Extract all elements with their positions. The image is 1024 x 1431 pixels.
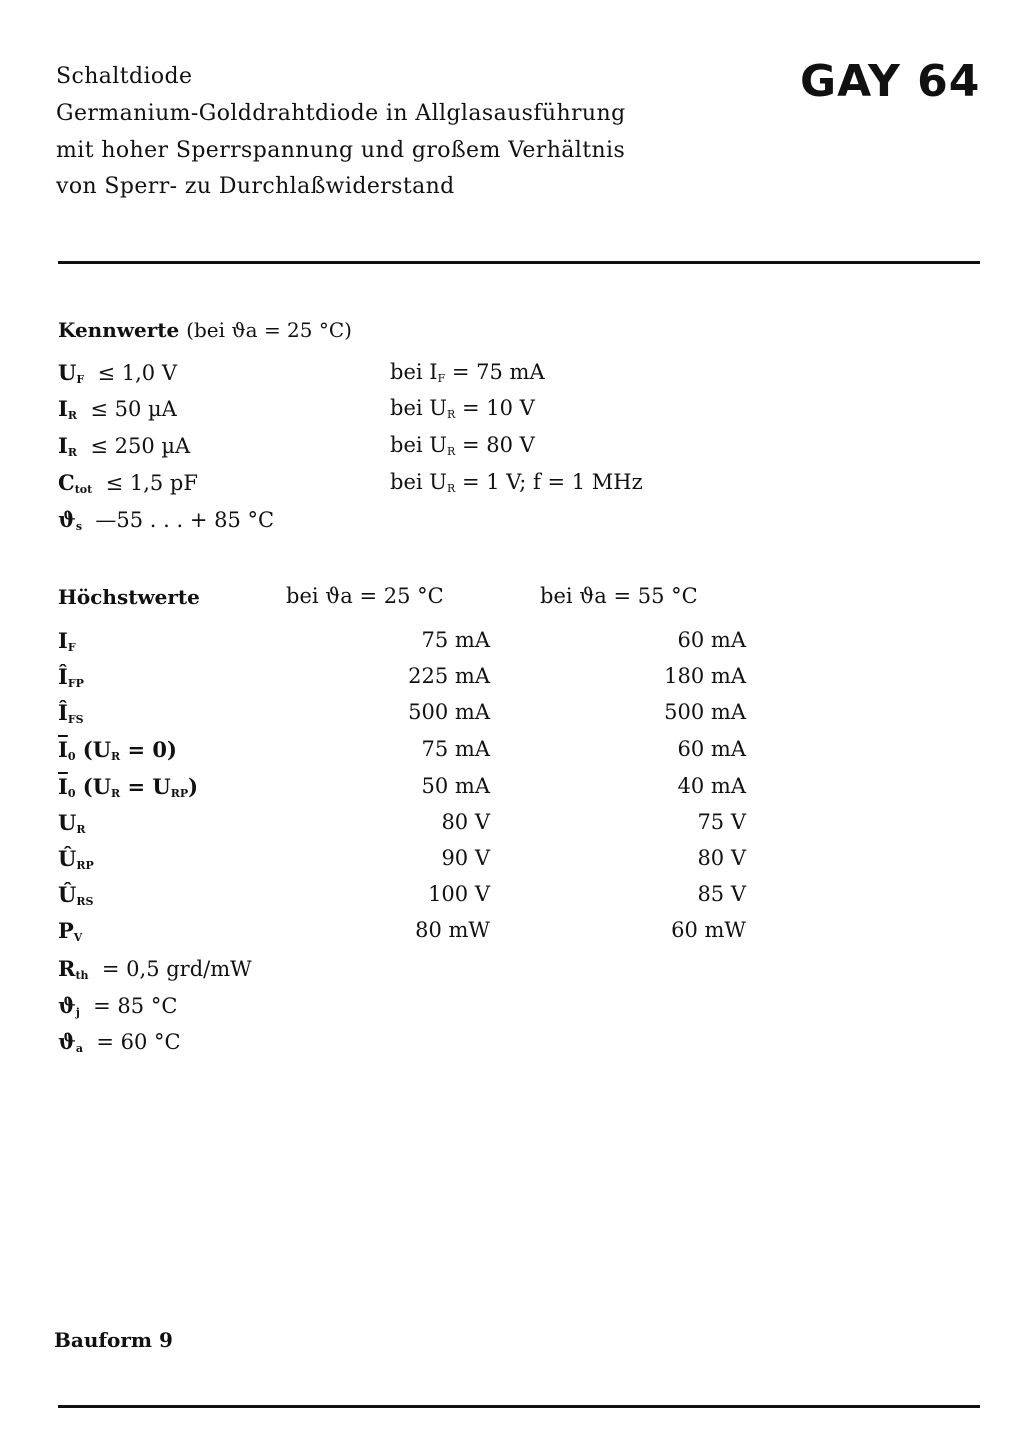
rating-letter: P — [58, 918, 74, 943]
rating-value-55c: 60 mA — [677, 628, 746, 652]
parameter-symbol — [58, 360, 84, 385]
rating-condition-tail: = 0) — [120, 737, 177, 762]
parameter-symbol-sub: tot — [74, 483, 93, 496]
condition-sub: R — [446, 482, 456, 495]
hoechstwerte-row — [58, 737, 177, 763]
rating-value-55c: 75 V — [697, 810, 746, 834]
thermal-symbol — [58, 993, 80, 1018]
rating-value-55c: 60 mA — [677, 737, 746, 761]
rating-symbol — [58, 810, 85, 835]
parameter-symbol-letter: I — [58, 433, 68, 458]
rating-letter: U — [58, 810, 77, 835]
thermal-symbol-letter: ϑ — [58, 993, 76, 1018]
rating-letter: Û — [58, 882, 77, 907]
parameter-value: ≤ 50 µA — [76, 397, 177, 421]
thermal-value: = 60 °C — [82, 1030, 181, 1054]
rating-letter: Û — [58, 846, 77, 871]
rating-condition-sub2: RP — [170, 787, 189, 800]
condition-value: = 1 V; f = 1 MHz — [455, 470, 643, 494]
condition-sub: R — [446, 445, 456, 458]
kennwerte-row — [58, 470, 198, 496]
hoechstwerte-col-25: bei ϑa = 25 °C — [286, 584, 444, 608]
condition-value: = 75 mA — [445, 360, 545, 384]
rating-condition-sub: R — [111, 787, 121, 800]
hoechstwerte-col-55: bei ϑa = 55 °C — [540, 584, 698, 608]
hoechstwerte-row — [58, 774, 198, 800]
hoechstwerte-row — [58, 664, 84, 690]
hoechstwerte-row — [58, 882, 93, 908]
rating-value-25c: 100 V — [428, 882, 490, 906]
parameter-symbol-letter: U — [58, 360, 77, 385]
thermal-symbol-letter: R — [58, 956, 76, 981]
rating-value-25c: 80 mW — [415, 918, 490, 942]
rating-letter: I — [58, 628, 68, 653]
thermal-symbol-sub: j — [75, 1006, 80, 1019]
description-line-1: Germanium-Golddrahtdiode in Allglasausführung — [56, 101, 626, 126]
hoechstwerte-row — [58, 628, 76, 654]
parameter-symbol-letter: I — [58, 396, 68, 421]
rating-value-25c: 225 mA — [408, 664, 490, 688]
rating-letter: Î — [58, 700, 68, 725]
kennwerte-heading — [58, 318, 352, 342]
rating-value-55c: 60 mW — [671, 918, 746, 942]
rating-sub: 0 — [67, 787, 76, 800]
rating-symbol — [58, 918, 82, 943]
parameter-symbol — [58, 507, 82, 532]
parameter-symbol-letter: C — [58, 470, 75, 495]
kennwerte-row — [58, 396, 177, 422]
parameter-symbol-letter: ϑ — [58, 507, 76, 532]
part-number-title: GAY 64 — [800, 56, 981, 107]
rating-letter: $\overline{I}$ — [58, 774, 68, 799]
rating-value-25c: 75 mA — [421, 737, 490, 761]
subtitle-type: Schaltdiode — [56, 64, 193, 89]
rating-sub: 0 — [67, 750, 76, 763]
condition-sub: F — [437, 372, 446, 385]
kennwerte-title: Kennwerte — [58, 318, 180, 342]
kennwerte-row — [58, 507, 274, 533]
rating-sub: R — [76, 823, 86, 836]
rating-value-55c: 40 mA — [677, 774, 746, 798]
rating-value-55c: 500 mA — [664, 700, 746, 724]
rating-condition-end: ) — [188, 774, 199, 799]
rating-sub: V — [73, 931, 83, 944]
thermal-row — [58, 993, 177, 1019]
parameter-value: ≤ 250 µA — [76, 434, 191, 458]
kennwerte-condition-cell — [390, 470, 643, 495]
parameter-value: ≤ 1,5 pF — [92, 471, 198, 495]
rating-symbol — [58, 700, 84, 725]
rating-value-25c: 90 V — [441, 846, 490, 870]
rating-condition — [75, 737, 176, 762]
rating-letter: $\overline{I}$ — [58, 737, 68, 762]
hoechstwerte-row — [58, 918, 82, 944]
rating-condition — [75, 774, 198, 799]
rating-condition-open: (U — [75, 737, 112, 762]
condition-value: = 10 V — [455, 396, 535, 420]
thermal-value: = 0,5 grd/mW — [88, 957, 252, 981]
parameter-symbol-sub: R — [67, 409, 77, 422]
rating-value-55c: 80 V — [697, 846, 746, 870]
hoechstwerte-row — [58, 810, 85, 836]
condition-prefix: bei U — [390, 433, 447, 457]
rating-sub: RS — [76, 895, 94, 908]
parameter-symbol-sub: F — [76, 373, 85, 386]
thermal-symbol-sub: a — [75, 1042, 83, 1055]
thermal-symbol — [58, 1029, 83, 1054]
condition-value: = 80 V — [455, 433, 535, 457]
parameter-symbol-sub: s — [75, 520, 83, 533]
parameter-value: ≤ 1,0 V — [84, 361, 177, 385]
rating-symbol — [58, 846, 94, 871]
kennwerte-condition-cell — [390, 360, 545, 385]
condition-prefix: bei I — [390, 360, 438, 384]
rating-letter: Î — [58, 664, 68, 689]
hoechstwerte-row — [58, 846, 94, 872]
rating-symbol — [58, 664, 84, 689]
rating-condition-open: (U — [75, 774, 112, 799]
thermal-symbol — [58, 956, 89, 981]
bottom-divider — [58, 1405, 980, 1408]
rating-condition-sub: R — [111, 750, 121, 763]
rating-sub: FS — [67, 713, 84, 726]
rating-value-25c: 80 V — [441, 810, 490, 834]
rating-symbol — [58, 628, 76, 653]
parameter-symbol-sub: R — [67, 446, 77, 459]
parameter-symbol — [58, 470, 92, 495]
thermal-symbol-sub: th — [75, 969, 89, 982]
hoechstwerte-row — [58, 700, 84, 726]
top-divider — [58, 261, 980, 264]
parameter-value: —55 . . . + 85 °C — [82, 508, 275, 532]
condition-prefix: bei U — [390, 470, 447, 494]
kennwerte-condition-cell — [390, 396, 535, 421]
kennwerte-row — [58, 360, 177, 386]
rating-value-55c: 85 V — [697, 882, 746, 906]
rating-sub: F — [67, 641, 76, 654]
rating-symbol — [58, 737, 75, 762]
condition-sub: R — [446, 408, 456, 421]
thermal-symbol-letter: ϑ — [58, 1029, 76, 1054]
parameter-symbol — [58, 433, 77, 458]
rating-value-25c: 75 mA — [421, 628, 490, 652]
kennwerte-condition: (bei ϑa = 25 °C) — [186, 318, 352, 342]
kennwerte-row — [58, 433, 190, 459]
rating-value-25c: 500 mA — [408, 700, 490, 724]
condition-prefix: bei U — [390, 396, 447, 420]
rating-symbol — [58, 882, 93, 907]
parameter-symbol — [58, 396, 77, 421]
thermal-row — [58, 956, 252, 982]
rating-value-55c: 180 mA — [664, 664, 746, 688]
rating-condition-tail: = U — [120, 774, 171, 799]
hoechstwerte-heading: Höchstwerte — [58, 585, 200, 609]
kennwerte-condition-cell — [390, 433, 535, 458]
rating-value-25c: 50 mA — [421, 774, 490, 798]
rating-symbol — [58, 774, 75, 799]
rating-sub: RP — [76, 859, 94, 872]
thermal-row — [58, 1029, 181, 1055]
bauform-label: Bauform 9 — [54, 1328, 173, 1352]
thermal-value: = 85 °C — [79, 994, 178, 1018]
rating-sub: FP — [67, 677, 84, 690]
description-line-3: von Sperr- zu Durchlaßwiderstand — [56, 174, 455, 199]
description-line-2: mit hoher Sperrspannung und großem Verhältnis — [56, 138, 626, 163]
